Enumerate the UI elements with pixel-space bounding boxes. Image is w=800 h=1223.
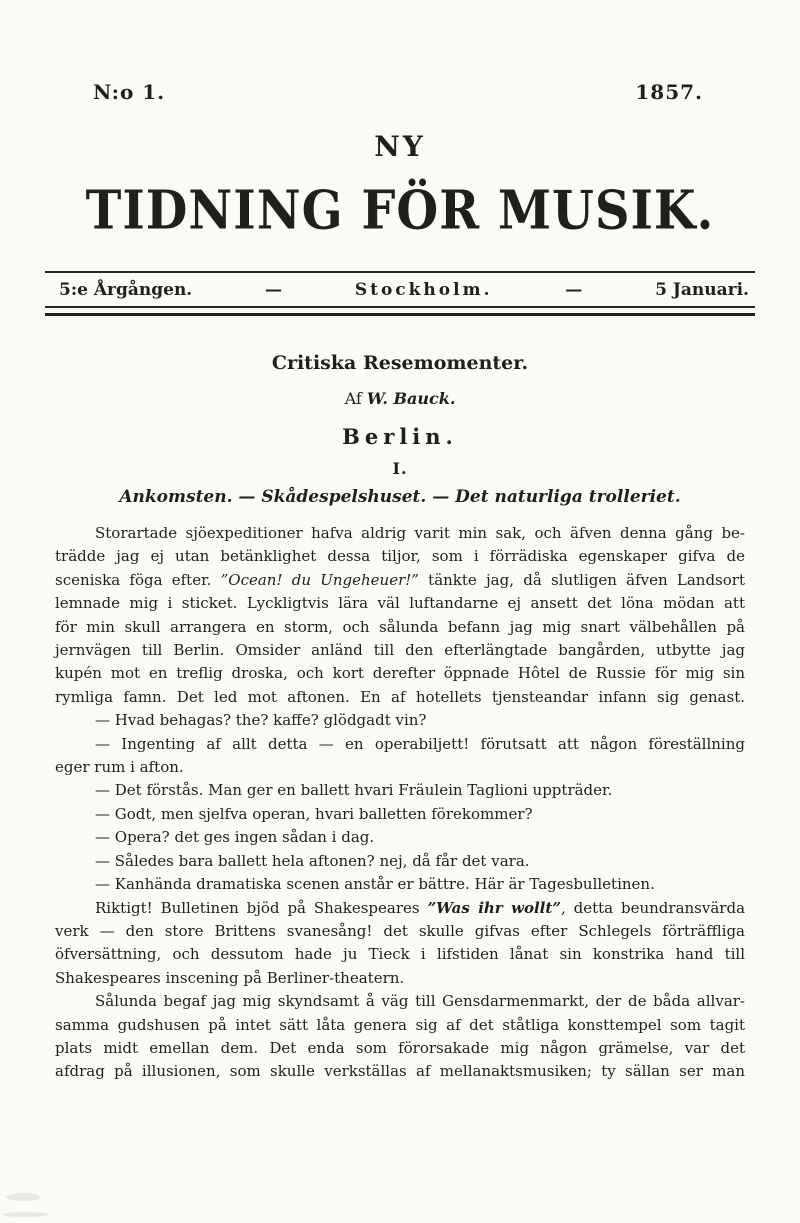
chapter-numeral: I. bbox=[392, 459, 408, 478]
date-label: 5 Januari. bbox=[655, 280, 749, 300]
article-line: — Således bara ballett hela aftonen? nej, då får det vara. bbox=[95, 851, 530, 870]
article-line: samma gudshusen på intet sätt låta genera sig af det ståtliga konsttempel som tagit bbox=[55, 1015, 745, 1034]
volume-label: 5:e Årgången. bbox=[59, 280, 193, 300]
section-heading: Berlin. bbox=[342, 424, 458, 449]
article-body bbox=[55, 522, 745, 1084]
article-line: — Ingenting af allt detta — en operabiljett! förutsatt att någon föreställning bbox=[95, 734, 745, 753]
city-label: Stockholm. bbox=[354, 280, 493, 300]
article-line: lemnade mig i sticket. Lyckligtvis lära väl luftandarne ej ansett det löna mödan att bbox=[55, 594, 745, 613]
scan-smudge bbox=[2, 1212, 48, 1217]
masthead-title: TIDNING FÖR MUSIK. bbox=[85, 179, 715, 242]
article-line: — Kanhända dramatiska scenen anstår er bättre. Här är Tagesbulletinen. bbox=[95, 875, 655, 894]
masthead-info-row bbox=[45, 273, 755, 306]
article-line: — Det förstås. Man ger en ballett hvari Fräulein Taglioni uppträder. bbox=[95, 781, 613, 800]
article-line: jernvägen till Berlin. Omsider anländ till den efterlängtade bangården, utbytte jag bbox=[55, 641, 745, 660]
article-line: — Hvad behagas? the? kaffe? glödgadt vin? bbox=[95, 711, 427, 730]
article-title: Critiska Resemomenter. bbox=[271, 352, 529, 374]
byline bbox=[0, 389, 800, 408]
masthead-prefix: NY bbox=[374, 130, 426, 163]
year-label: 1857. bbox=[635, 80, 703, 104]
article-line: Shakespeares inscening på Berliner-theatern. bbox=[55, 968, 405, 987]
article-line: — Godt, men sjelfva operan, hvari balletten förekommer? bbox=[95, 804, 533, 823]
article-line: öfversättning, och dessutom hade ju Tieck i lifstiden lånat sin konstrika hand till bbox=[55, 945, 745, 964]
article-line: Storartade sjöexpeditioner hafva aldrig varit min sak, och äfven denna gång be- bbox=[95, 524, 745, 542]
article-line: rymliga famn. Det led mot aftonen. En af hotellets tjensteandar infann sig genast. bbox=[55, 687, 745, 706]
article-line: Riktigt! Bulletinen bjöd på Shakespeares ”Was ihr wollt”, detta beundransvärda bbox=[95, 898, 746, 917]
byline-author: W. Bauck. bbox=[366, 389, 456, 408]
issue-number: N:o 1. bbox=[93, 80, 166, 104]
dash-separator: — bbox=[265, 280, 283, 300]
article-line: eger rum i afton. bbox=[55, 758, 184, 777]
rule-double bbox=[45, 306, 755, 316]
article-line: — Opera? det ges ingen sådan i dag. bbox=[95, 828, 375, 847]
article-line: för min skull arrangera en storm, och sålunda befann jag mig snart välbehållen på bbox=[55, 617, 745, 636]
article-line: trädde jag ej utan betänklighet dessa tiljor, som i förrädiska egenskaper gifva de bbox=[55, 547, 745, 566]
article-line: kupén mot en treflig droska, och kort derefter öppnade Hôtel de Russie för mig sin bbox=[55, 664, 745, 683]
article-subtitle: Ankomsten. — Skådespelshuset. — Det naturliga trolleriet. bbox=[119, 487, 681, 507]
masthead-bar bbox=[45, 271, 755, 316]
article-line: Sålunda begaf jag mig skyndsamt å väg till Gensdarmenmarkt, der de båda allvar- bbox=[95, 992, 745, 1011]
article bbox=[0, 352, 800, 1084]
byline-prefix: Af bbox=[344, 389, 362, 408]
article-line: verk — den store Brittens svanesång! det skulle gifvas efter Schlegels förträffliga bbox=[55, 921, 745, 940]
article-line: sceniska föga efter. ”Ocean! du Ungeheuer!” tänkte jag, då slutligen äfven Landsort bbox=[55, 570, 745, 589]
scan-smudge bbox=[6, 1193, 40, 1201]
page-header-row bbox=[0, 0, 800, 104]
dash-separator: — bbox=[565, 280, 583, 300]
article-line: afdrag på illusionen, som skulle verkställas af mellanaktsmusiken; ty sällan ser man bbox=[55, 1062, 745, 1081]
article-line: plats midt emellan dem. Det enda som förorsakade mig någon grämelse, var det bbox=[55, 1038, 745, 1057]
